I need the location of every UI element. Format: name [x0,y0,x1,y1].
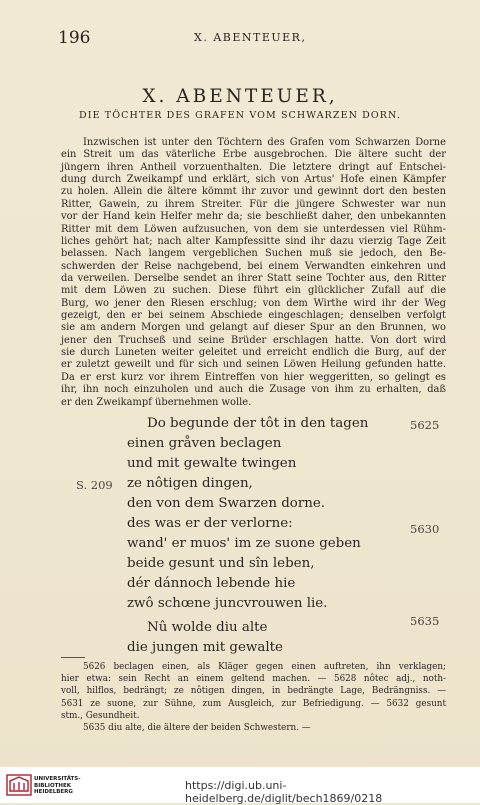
footnote-line: voll, hilflos, bedrängt; ze nôtigen dingen, in bedrängte Lage, Bedrängniss. — [61,686,446,697]
footnote-line: 5635 diu alte, die ältere der beiden Schwestern. — [83,723,311,734]
footnote-line: stm., Gesundheit. [61,710,140,721]
prose-line: ein Streit um das väterliche Erbe ausgebrochen. Die ältere sucht der [61,149,446,161]
university-library-logo-icon [6,773,32,797]
summary-paragraph [61,137,446,409]
verse-number: 5625 [410,418,440,432]
prose-line: schwerden der Reise nachgebend, bei einem Verwandten einkehren und [61,260,446,272]
library-name-line: BIBLIOTHEK [34,782,72,789]
prose-line: jüngern ihren Antheil vorzuenthalten. Die letztere dringt auf Entschei- [61,161,446,173]
prose-line: sie durch Luneten weiter geleitet und erreicht endlich die Burg, auf der [61,347,446,359]
verse-line: wand' er muos' im ze suone geben [127,536,361,551]
footnote-line: hier etwa: sein Recht an einem geltend machen. — 5628 nôtec adj., noth- [61,674,446,685]
verse-line: den von dem Swarzen dorne. [127,496,326,511]
prose-line: Inzwischen ist unter den Töchtern des Grafen vom Schwarzen Dorne [83,137,446,148]
prose-line: sie am andern Morgen und gelangt auf dieser Spur an den Brunnen, wo [61,322,446,334]
verse-line: dér dánnoch lebende hie [127,576,296,591]
digitization-footer [0,767,480,803]
verse-line: zwô schœne juncvrouwen lie. [127,596,328,611]
verse-line: Do begunde der tôt in den tagen [147,416,369,431]
prose-line: jener den Truchseß und seine Brüder erschlagen hatte. Von dort wird [61,334,446,346]
prose-line: Ritter mit dem Löwen aufzusuchen, von dem sie unterdessen viel Rühm- [61,223,446,235]
verse-line: und mit gewalte twingen [127,456,297,471]
verse-line: des was er der verlorne: [127,516,293,531]
footnotes [61,661,446,734]
footnote-line: 5631 ze suone, zur Sühne, zum Ausgleich, zur Befriedigung. — 5632 gesunt [61,698,446,709]
prose-line: ihr, ihn noch einzuholen und auch die Zusage von ihm zu erhalten, daß [61,384,446,396]
prose-line: gezeigt, den er bei seinem Abschiede eingeschlagen; denselben verfolgt [61,310,446,322]
running-title: X. ABENTEUER, [194,31,307,44]
verse-number: 5630 [410,522,440,536]
verse-line: Nû wolde diu alte [147,620,268,635]
prose-line: er zuletzt geweilt und für sich und seinen Löwen Heilung gefunden hatte. [61,359,446,371]
permalink-url[interactable]: https://digi.ub.uni-heidelberg.de/diglit/bech1869/0218 [185,779,383,805]
prose-line: zu holen. Allein die ältere kömmt ihr zuvor und gewinnt dort den besten [61,186,446,198]
verse-line: die jungen mit gewalte [127,640,283,655]
prose-line: Burg, wo jener den Riesen erschlug; von dem Wirthe wird ihr der Weg [61,297,446,309]
chapter-subtitle: DIE TÖCHTER DES GRAFEN VOM SCHWARZEN DORN. [79,110,401,121]
chapter-title: X. ABENTEUER, [142,86,338,107]
source-reference: S. 209 [76,478,113,492]
prose-line: belassen. Nach langem vergeblichen Suchen muß sie jedoch, den Be- [61,248,446,260]
library-name-line: UNIVERSITÄTS- [34,776,81,782]
verse-line: einen gråven beclagen [127,436,282,451]
prose-line: Ritter, Gawein, zu ihrem Streiter. Für die jüngere Schwester war nun [61,198,446,210]
footnote-rule [61,657,85,658]
prose-line: da verweilen. Derselbe sendet an ihrer Statt seine Tochter aus, den Ritter [61,272,446,284]
library-name [34,776,81,796]
prose-line: dung durch Zweikampf und erklärt, sich von Artus' Hofe einen Kämpfer [61,174,446,186]
page-header [58,28,434,48]
page-number: 196 [58,28,91,48]
prose-line: er den Zweikampf übernehmen wolle. [61,396,252,408]
prose-line: Da er erst kurz vor ihrem Eintreffen von hier weggeritten, so gelingt es [61,371,446,383]
verse-line: beide gesunt und sîn leben, [127,556,315,571]
library-name-line: HEIDELBERG [34,789,73,795]
verse-line: ze nôtigen dingen, [127,476,253,491]
prose-line: liches gehört hat; nach alter Kampfessitte sind ihr dazu vierzig Tage Zeit [61,235,446,247]
verse-number: 5635 [410,614,440,628]
prose-line: vor der Hand kein Helfer mehr da; sie beschließt daher, den unbekannten [61,211,446,223]
footnote-line: 5626 beclagen einen, als Kläger gegen einen auftreten, ihn verklagen; [83,662,446,672]
prose-line: mit dem Löwen zu suchen. Diese führt ein glücklicher Zufall auf die [61,285,446,297]
